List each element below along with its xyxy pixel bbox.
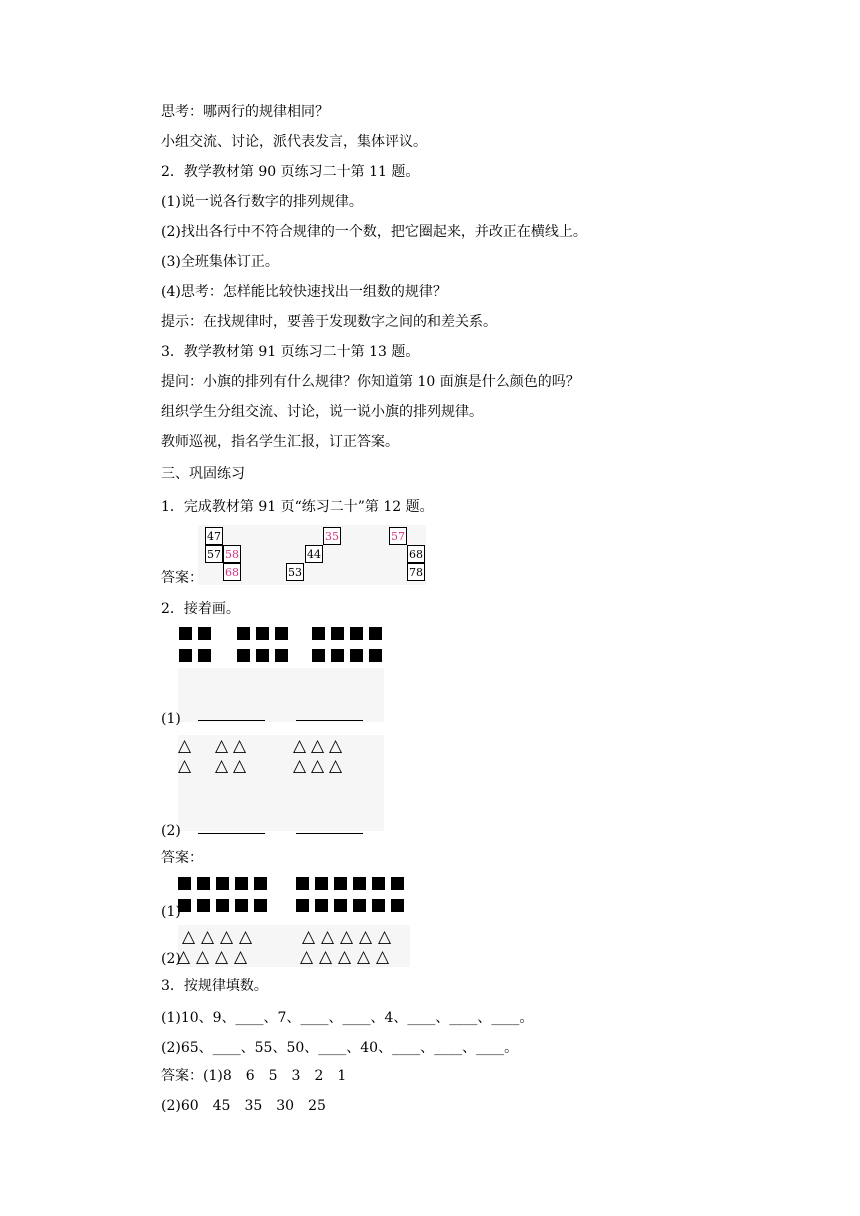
black-square-shape xyxy=(275,649,288,662)
black-square-shape xyxy=(334,877,347,890)
ex2-squares-blank-area xyxy=(178,668,384,722)
grid1-answer-cell: 58 xyxy=(223,545,241,563)
text-line-teach-11: 2．教学教材第 90 页练习二十第 11 题。 xyxy=(161,164,420,180)
ex1-title: 1．完成教材第 91 页“练习二十”第 12 题。 xyxy=(161,499,434,515)
ex2-blank-1b xyxy=(296,720,363,721)
ex2-triangles-panel xyxy=(178,735,384,831)
black-square-shape xyxy=(350,627,363,640)
black-square-shape xyxy=(197,899,210,912)
black-square-shape xyxy=(296,877,309,890)
black-square-shape xyxy=(235,899,248,912)
grid2-answer-cell: 35 xyxy=(323,527,341,545)
black-square-shape xyxy=(315,899,328,912)
ex3-question-2: (2)65、____、55、50、____、40、____、____、____。 xyxy=(161,1040,519,1056)
triangle-shape: △ xyxy=(215,736,229,756)
black-square-shape xyxy=(179,649,192,662)
black-square-shape xyxy=(312,649,325,662)
black-square-shape xyxy=(216,877,229,890)
ex2-blank-2b xyxy=(296,833,363,834)
triangle-shape: △ xyxy=(215,756,229,776)
triangle-shape: △ xyxy=(378,927,392,947)
triangle-shape: △ xyxy=(300,947,314,967)
black-square-shape xyxy=(369,627,382,640)
black-square-shape xyxy=(254,877,267,890)
ex2-answer-label-2: (2) xyxy=(161,951,181,967)
black-square-shape xyxy=(350,649,363,662)
triangle-shape: △ xyxy=(178,756,192,776)
black-square-shape xyxy=(391,899,404,912)
black-square-shape xyxy=(315,877,328,890)
ex2-blank-2a xyxy=(198,833,265,834)
black-square-shape xyxy=(237,649,250,662)
triangle-shape: △ xyxy=(215,947,229,967)
ex2-answer-label-1: (1) xyxy=(161,904,181,920)
triangle-shape: △ xyxy=(196,947,210,967)
ex3-answer-1: 答案：(1)8 6 5 3 2 1 xyxy=(161,1068,347,1084)
text-line-think: 思考：哪两行的规律相同？ xyxy=(161,104,329,120)
grid1-cell: 57 xyxy=(205,545,223,563)
ex1-answer-label: 答案： xyxy=(161,570,203,586)
black-square-shape xyxy=(275,627,288,640)
triangle-shape: △ xyxy=(233,756,247,776)
triangle-shape: △ xyxy=(182,927,196,947)
triangle-shape: △ xyxy=(329,756,343,776)
text-line-teacher: 教师巡视，指名学生汇报，订正答案。 xyxy=(161,434,399,450)
black-square-shape xyxy=(296,899,309,912)
ex2-blank-1a xyxy=(198,720,265,721)
black-square-shape xyxy=(391,877,404,890)
triangle-shape: △ xyxy=(178,736,192,756)
grid3-answer-cell: 57 xyxy=(389,527,407,545)
ex2-answer-label: 答案： xyxy=(161,850,203,866)
triangle-shape: △ xyxy=(233,736,247,756)
black-square-shape xyxy=(334,899,347,912)
text-line-step-4: (4)思考：怎样能比较快速找出一组数的规律？ xyxy=(161,284,447,300)
grid3-cell: 78 xyxy=(407,563,425,581)
section-heading: 三、巩固练习 xyxy=(161,466,245,482)
text-line-teach-13: 3．教学教材第 91 页练习二十第 13 题。 xyxy=(161,344,420,360)
black-square-shape xyxy=(369,649,382,662)
black-square-shape xyxy=(197,877,210,890)
grid1-answer-cell: 68 xyxy=(223,563,241,581)
triangle-shape: △ xyxy=(220,927,234,947)
black-square-shape xyxy=(179,627,192,640)
triangle-shape: △ xyxy=(177,947,191,967)
black-square-shape xyxy=(198,649,211,662)
triangle-shape: △ xyxy=(234,947,248,967)
grid2-cell: 53 xyxy=(286,563,304,581)
grid3-cell: 68 xyxy=(407,545,425,563)
black-square-shape xyxy=(353,899,366,912)
black-square-shape xyxy=(235,877,248,890)
triangle-shape: △ xyxy=(376,947,390,967)
triangle-shape: △ xyxy=(357,947,371,967)
black-square-shape xyxy=(372,899,385,912)
triangle-shape: △ xyxy=(201,927,215,947)
black-square-shape xyxy=(312,627,325,640)
ex3-title: 3．按规律填数。 xyxy=(161,978,268,994)
black-square-shape xyxy=(353,877,366,890)
black-square-shape xyxy=(216,899,229,912)
ex2-label-1: (1) xyxy=(161,711,181,727)
black-square-shape xyxy=(331,649,344,662)
triangle-shape: △ xyxy=(239,927,253,947)
black-square-shape xyxy=(331,627,344,640)
black-square-shape xyxy=(237,627,250,640)
black-square-shape xyxy=(256,649,269,662)
triangle-shape: △ xyxy=(359,927,373,947)
grid1-cell: 47 xyxy=(205,527,223,545)
triangle-shape: △ xyxy=(311,756,325,776)
text-line-group-discuss: 小组交流、讨论，派代表发言，集体评议。 xyxy=(161,134,427,150)
triangle-shape: △ xyxy=(321,927,335,947)
black-square-shape xyxy=(256,627,269,640)
triangle-shape: △ xyxy=(338,947,352,967)
triangle-shape: △ xyxy=(329,736,343,756)
triangle-shape: △ xyxy=(311,736,325,756)
ex2-label-2: (2) xyxy=(161,823,181,839)
ex2-title: 2．接着画。 xyxy=(161,601,240,617)
ex3-question-1: (1)10、9、____、7、____、____、4、____、____、____。 xyxy=(161,1010,534,1026)
ex3-answer-2: (2)60 45 35 30 25 xyxy=(161,1098,326,1114)
text-line-hint: 提示：在找规律时，要善于发现数字之间的和差关系。 xyxy=(161,314,497,330)
triangle-shape: △ xyxy=(293,756,307,776)
text-line-step-3: (3)全班集体订正。 xyxy=(161,254,279,270)
black-square-shape xyxy=(198,627,211,640)
black-square-shape xyxy=(178,877,191,890)
text-line-step-2: (2)找出各行中不符合规律的一个数，把它圈起来，并改正在横线上。 xyxy=(161,224,587,240)
triangle-shape: △ xyxy=(302,927,316,947)
triangle-shape: △ xyxy=(319,947,333,967)
triangle-shape: △ xyxy=(293,736,307,756)
black-square-shape xyxy=(372,877,385,890)
text-line-organize: 组织学生分组交流、讨论，说一说小旗的排列规律。 xyxy=(161,404,483,420)
text-line-step-1: (1)说一说各行数字的排列规律。 xyxy=(161,194,363,210)
black-square-shape xyxy=(254,899,267,912)
triangle-shape: △ xyxy=(340,927,354,947)
grid2-cell: 44 xyxy=(305,545,323,563)
text-line-question: 提问：小旗的排列有什么规律？你知道第 10 面旗是什么颜色的吗？ xyxy=(161,374,580,390)
